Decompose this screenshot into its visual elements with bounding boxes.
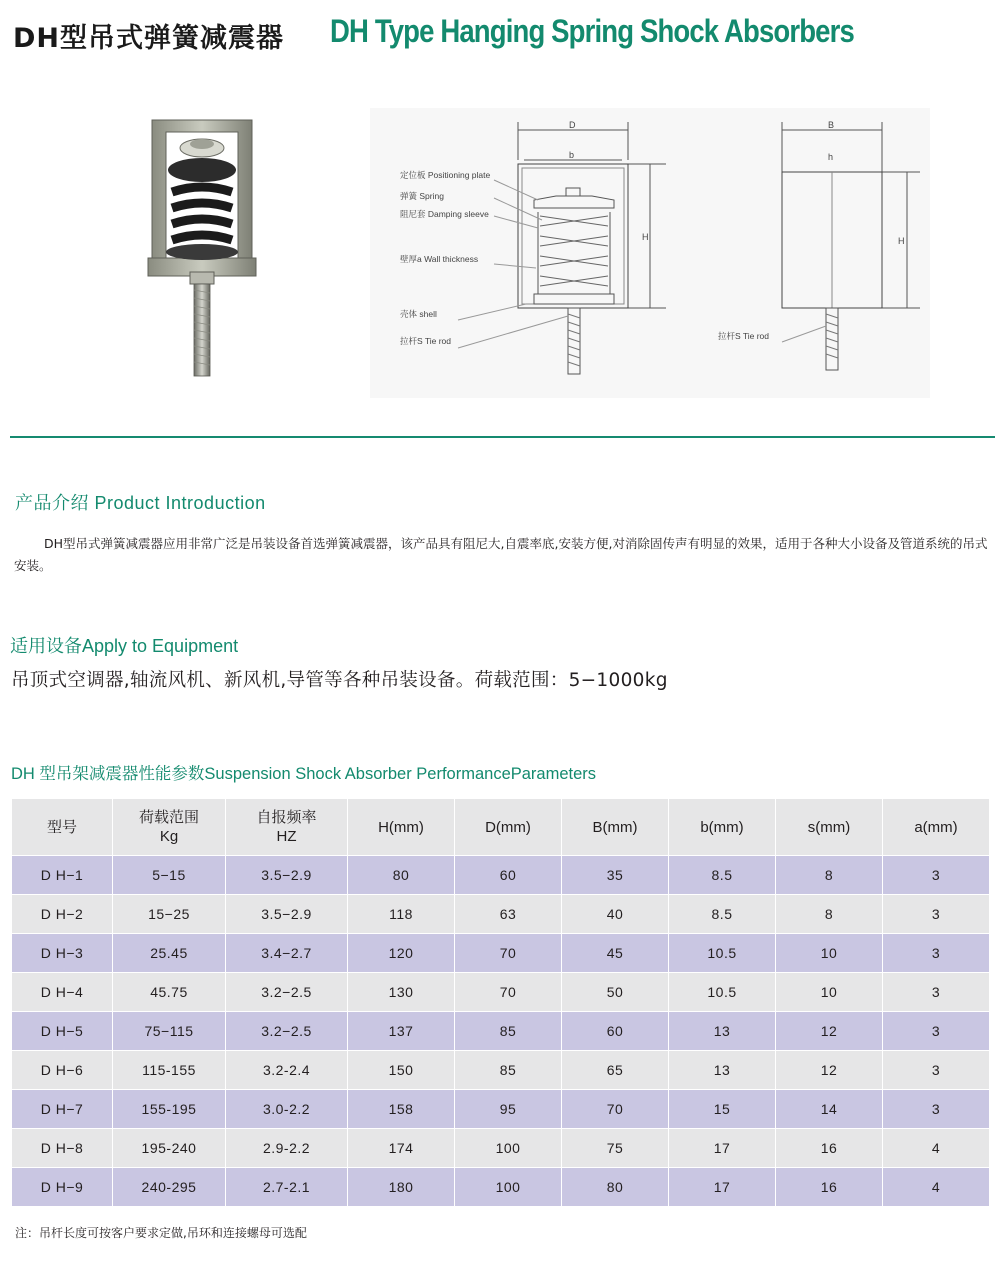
- table-row: [12, 895, 990, 934]
- table-row: [12, 934, 990, 973]
- cell-b-upper: 40: [562, 895, 669, 934]
- cell-d: 100: [455, 1168, 562, 1207]
- apply-heading: 适用设备Apply to Equipment: [10, 636, 239, 656]
- cell-b-lower: 13: [669, 1051, 776, 1090]
- table-row: [12, 1051, 990, 1090]
- page-title-chinese: DH型吊式弹簧减震器: [13, 23, 285, 54]
- cell-h: 180: [348, 1168, 455, 1207]
- apply-text: 吊顶式空调器,轴流风机、新风机,导管等各种吊装设备。荷载范围：5−1000kg: [11, 670, 668, 691]
- label-tie-rod-side: 拉杆S Tie rod: [718, 331, 770, 341]
- cell-b-lower: 10.5: [669, 973, 776, 1012]
- table-row: [12, 1012, 990, 1051]
- cell-load: 45.75: [113, 973, 226, 1012]
- cell-d: 85: [455, 1012, 562, 1051]
- cell-h: 130: [348, 973, 455, 1012]
- dim-label-d: D: [569, 120, 576, 130]
- cell-b-upper: 50: [562, 973, 669, 1012]
- cell-d: 85: [455, 1051, 562, 1090]
- cell-a: 3: [883, 895, 990, 934]
- cell-b-upper: 75: [562, 1129, 669, 1168]
- header-b-upper: B(mm): [562, 799, 669, 856]
- dim-label-h: H: [642, 232, 649, 242]
- cell-s: 16: [776, 1168, 883, 1207]
- cell-h: 118: [348, 895, 455, 934]
- cell-h: 158: [348, 1090, 455, 1129]
- header-load-range: 荷载范围 Kg: [113, 799, 226, 856]
- cell-b-upper: 80: [562, 1168, 669, 1207]
- cell-freq: 3.0-2.2: [226, 1090, 348, 1129]
- cell-s: 8: [776, 895, 883, 934]
- header-d: D(mm): [455, 799, 562, 856]
- cell-s: 8: [776, 856, 883, 895]
- cell-freq: 3.4−2.7: [226, 934, 348, 973]
- cell-load: 115-155: [113, 1051, 226, 1090]
- cell-d: 63: [455, 895, 562, 934]
- cell-freq: 2.9-2.2: [226, 1129, 348, 1168]
- cell-h: 120: [348, 934, 455, 973]
- label-damping-sleeve: 阻尼套 Damping sleeve: [400, 209, 489, 219]
- cell-load: 155-195: [113, 1090, 226, 1129]
- cell-model: D H−8: [12, 1129, 113, 1168]
- header-frequency: 自报频率 HZ: [226, 799, 348, 856]
- cell-d: 60: [455, 856, 562, 895]
- technical-drawing: [370, 108, 930, 398]
- cell-d: 100: [455, 1129, 562, 1168]
- section-divider: [10, 436, 995, 438]
- params-heading: DH 型吊架减震器性能参数Suspension Shock Absorber PerformanceParameters: [11, 765, 597, 783]
- dim-label-h-lower: h: [828, 152, 834, 162]
- cell-s: 12: [776, 1012, 883, 1051]
- cell-model: D H−5: [12, 1012, 113, 1051]
- cell-h: 150: [348, 1051, 455, 1090]
- label-shell: 壳体 shell: [400, 309, 437, 319]
- cell-b-lower: 17: [669, 1168, 776, 1207]
- cell-load: 240-295: [113, 1168, 226, 1207]
- cell-model: D H−6: [12, 1051, 113, 1090]
- cell-model: D H−2: [12, 895, 113, 934]
- cell-a: 3: [883, 973, 990, 1012]
- table-row: [12, 1129, 990, 1168]
- cell-a: 4: [883, 1168, 990, 1207]
- cell-s: 16: [776, 1129, 883, 1168]
- cell-freq: 2.7-2.1: [226, 1168, 348, 1207]
- cell-load: 25.45: [113, 934, 226, 973]
- header-s: s(mm): [776, 799, 883, 856]
- cell-h: 174: [348, 1129, 455, 1168]
- cell-model: D H−4: [12, 973, 113, 1012]
- cell-load: 15−25: [113, 895, 226, 934]
- cell-s: 10: [776, 934, 883, 973]
- product-photo: [120, 110, 285, 380]
- label-wall-thickness: 壁厚a Wall thickness: [400, 254, 479, 264]
- header-a: a(mm): [883, 799, 990, 856]
- cell-s: 12: [776, 1051, 883, 1090]
- dim-label-h-side: H: [898, 236, 905, 246]
- table-row: [12, 1168, 990, 1207]
- cell-model: D H−1: [12, 856, 113, 895]
- cell-s: 10: [776, 973, 883, 1012]
- cell-s: 14: [776, 1090, 883, 1129]
- header-b-lower: b(mm): [669, 799, 776, 856]
- cell-a: 3: [883, 856, 990, 895]
- cell-b-lower: 8.5: [669, 895, 776, 934]
- cell-a: 3: [883, 1051, 990, 1090]
- cell-b-upper: 65: [562, 1051, 669, 1090]
- cell-b-lower: 13: [669, 1012, 776, 1051]
- cell-h: 80: [348, 856, 455, 895]
- cell-d: 95: [455, 1090, 562, 1129]
- cell-d: 70: [455, 934, 562, 973]
- header-model: 型号: [12, 799, 113, 856]
- cell-freq: 3.2-2.4: [226, 1051, 348, 1090]
- cell-a: 3: [883, 1090, 990, 1129]
- cell-b-upper: 35: [562, 856, 669, 895]
- header-h: H(mm): [348, 799, 455, 856]
- cell-load: 5−15: [113, 856, 226, 895]
- cell-b-upper: 70: [562, 1090, 669, 1129]
- cell-freq: 3.5−2.9: [226, 856, 348, 895]
- table-body: [12, 856, 990, 1207]
- dim-label-b-upper: B: [828, 120, 835, 130]
- table-row: [12, 1090, 990, 1129]
- label-spring: 弹簧 Spring: [400, 191, 444, 201]
- cell-model: D H−3: [12, 934, 113, 973]
- table-row: [12, 973, 990, 1012]
- cell-freq: 3.2−2.5: [226, 1012, 348, 1051]
- cell-d: 70: [455, 973, 562, 1012]
- cell-b-lower: 8.5: [669, 856, 776, 895]
- cell-a: 3: [883, 1012, 990, 1051]
- cell-model: D H−9: [12, 1168, 113, 1207]
- cell-b-upper: 60: [562, 1012, 669, 1051]
- cell-a: 3: [883, 934, 990, 973]
- intro-heading: 产品介绍 Product Introduction: [15, 493, 266, 513]
- cell-a: 4: [883, 1129, 990, 1168]
- table-header-row: [12, 799, 990, 856]
- cell-b-upper: 45: [562, 934, 669, 973]
- page-title-english: DH Type Hanging Spring Shock Absorbers: [330, 13, 854, 49]
- label-positioning-plate: 定位板 Positioning plate: [400, 170, 491, 180]
- cell-freq: 3.2−2.5: [226, 973, 348, 1012]
- cell-load: 75−115: [113, 1012, 226, 1051]
- cell-model: D H−7: [12, 1090, 113, 1129]
- cell-h: 137: [348, 1012, 455, 1051]
- cell-b-lower: 15: [669, 1090, 776, 1129]
- cell-freq: 3.5−2.9: [226, 895, 348, 934]
- footnote: 注：吊杆长度可按客户要求定做,吊环和连接螺母可选配: [15, 1226, 307, 1240]
- cell-b-lower: 17: [669, 1129, 776, 1168]
- cell-load: 195-240: [113, 1129, 226, 1168]
- dim-label-b: b: [569, 150, 575, 160]
- table-row: [12, 856, 990, 895]
- params-table: [11, 798, 990, 1207]
- label-tie-rod: 拉杆S Tie rod: [400, 336, 452, 346]
- cell-b-lower: 10.5: [669, 934, 776, 973]
- intro-paragraph: DH型吊式弹簧减震器应用非常广泛是吊装设备首选弹簧减震器，该产品具有阻尼大,自震率底,安装方便,对消除固传声有明显的效果，适用于各种大小设备及管道系统的吊式安装。: [14, 536, 988, 573]
